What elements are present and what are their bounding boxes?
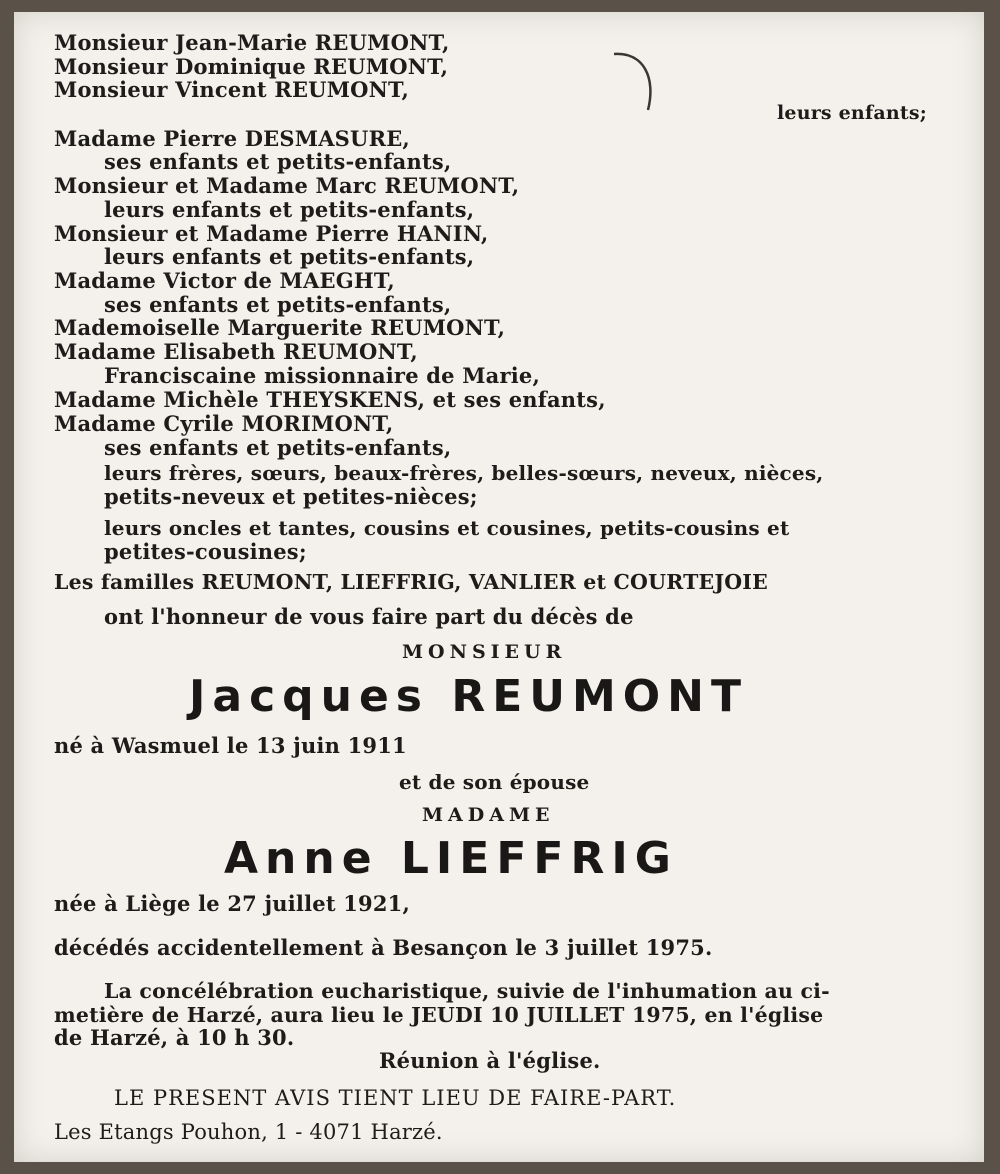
monsieur-heading: MONSIEUR (402, 641, 567, 663)
ceremony-line-1: La concélébration eucharistique, suivie de l'inhumation au ci- (104, 979, 830, 1003)
line-16: Madame Michèle THEYSKENS, et ses enfants, (54, 387, 606, 412)
line-6: ses enfants et petits-enfants, (104, 149, 452, 174)
line-13: Mademoiselle Marguerite REUMONT, (54, 315, 506, 340)
line-21: leurs oncles et tantes, cousins et cousines, petits-cousins et (104, 516, 790, 540)
death-line: décédés accidentellement à Besançon le 3 juillet 1975. (54, 935, 713, 960)
line-20: petits-neveux et petites-nièces; (104, 484, 478, 509)
line-12: ses enfants et petits-enfants, (104, 292, 452, 317)
address-line: Les Etangs Pouhon, 1 - 4071 Harzé. (54, 1120, 443, 1144)
line-15: Franciscaine missionnaire de Marie, (104, 363, 540, 388)
deceased-name-2: Anne LIEFFRIG (224, 833, 678, 884)
madame-heading: MADAME (422, 804, 555, 826)
line-8: leurs enfants et petits-enfants, (104, 197, 475, 222)
birth-line-1: né à Wasmuel le 13 juin 1911 (54, 733, 407, 758)
line-4: leurs enfants; (777, 102, 927, 124)
ceremony-line-2: metière de Harzé, aura lieu le JEUDI 10 JUILLET 1975, en l'église (54, 1003, 824, 1027)
line-22: petites-cousines; (104, 539, 307, 564)
line-9: Monsieur et Madame Pierre HANIN, (54, 221, 489, 246)
families-line: Les familles REUMONT, LIEFFRIG, VANLIER et COURTEJOIE (54, 570, 768, 594)
deceased-name-1: Jacques REUMONT (189, 671, 749, 722)
line-1: Monsieur Jean-Marie REUMONT, (54, 30, 450, 55)
spouse-line: et de son épouse (399, 770, 590, 794)
reunion-line: Réunion à l'église. (379, 1048, 601, 1073)
line-14: Madame Elisabeth REUMONT, (54, 339, 418, 364)
line-18: ses enfants et petits-enfants, (104, 435, 452, 460)
birth-line-2: née à Liège le 27 juillet 1921, (54, 891, 410, 916)
line-3: Monsieur Vincent REUMONT, (54, 77, 410, 102)
line-7: Monsieur et Madame Marc REUMONT, (54, 173, 520, 198)
line-10: leurs enfants et petits-enfants, (104, 244, 475, 269)
faire-part-line: LE PRESENT AVIS TIENT LIEU DE FAIRE-PART. (114, 1086, 677, 1110)
ceremony-line-3: de Harzé, à 10 h 30. (54, 1025, 295, 1050)
death-notice-card (14, 12, 984, 1162)
line-2: Monsieur Dominique REUMONT, (54, 54, 449, 79)
announcement-line: ont l'honneur de vous faire part du décès de (104, 604, 634, 629)
line-11: Madame Victor de MAEGHT, (54, 268, 395, 293)
stray-mark (604, 48, 664, 128)
line-5: Madame Pierre DESMASURE, (54, 126, 410, 151)
line-17: Madame Cyrile MORIMONT, (54, 411, 394, 436)
line-19: leurs frères, sœurs, beaux-frères, belles-sœurs, neveux, nièces, (104, 461, 824, 485)
